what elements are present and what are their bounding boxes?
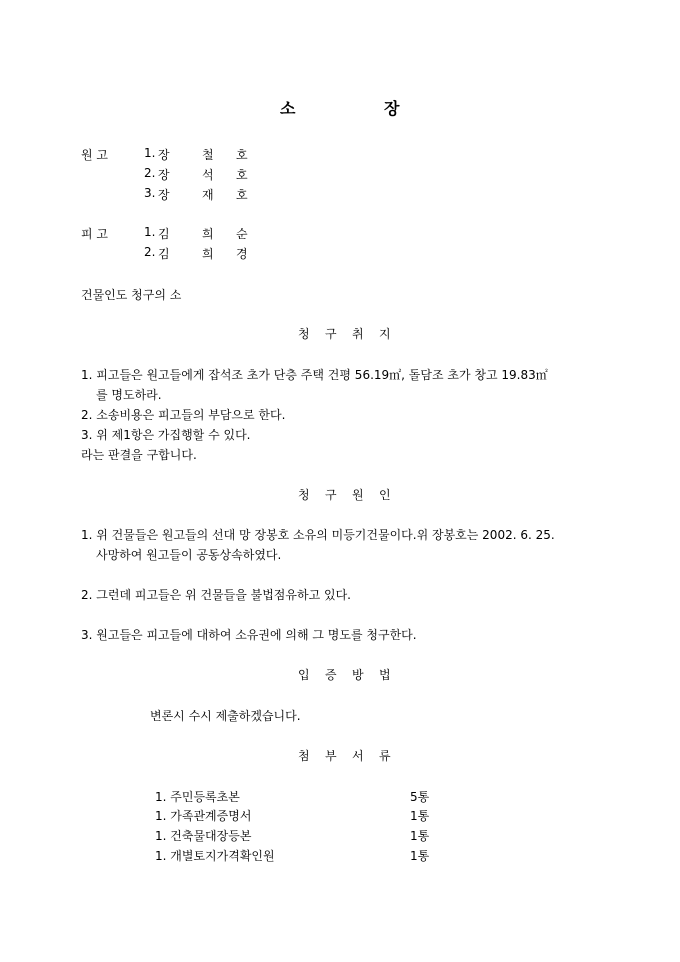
claim-heading-2: 구 — [325, 327, 337, 341]
cause-heading-3: 원 — [352, 488, 364, 502]
attachment-item-name: 1. 가족관계증명서 — [155, 809, 252, 823]
claim-heading-4: 지 — [379, 327, 391, 341]
attachment-item-name: 1. 주민등록초본 — [155, 790, 240, 804]
attach-heading-4: 류 — [379, 749, 391, 763]
attachment-item-count: 1통 — [410, 849, 430, 863]
attach-heading-3: 서 — [352, 749, 364, 763]
title-char-1: 소 — [280, 99, 296, 118]
attachment-item-count: 1통 — [410, 809, 430, 823]
cause-heading-1: 청 — [298, 488, 310, 502]
claim-line-4: 라는 판결을 구합니다. — [81, 448, 197, 462]
attach-heading-2: 부 — [325, 749, 337, 763]
cause-paragraph-1b: 사망하여 원고들이 공동상속하였다. — [96, 548, 282, 562]
claim-heading-1: 청 — [298, 327, 310, 341]
proof-heading-2: 증 — [325, 668, 337, 682]
proof-heading-1: 입 — [298, 668, 310, 682]
attach-heading-1: 첨 — [298, 749, 310, 763]
attachment-item-count: 5통 — [410, 790, 430, 804]
plaintiff-2: 2. 장 석 호 — [144, 166, 248, 182]
claim-line-1: 1. 피고들은 원고들에게 잡석조 초가 단층 주택 건평 56.19㎡, 돌담조 초가 창고 19.83㎡ — [81, 368, 548, 382]
attachment-item-count: 1통 — [410, 829, 430, 843]
cause-heading-2: 구 — [325, 488, 337, 502]
title-char-2: 장 — [384, 99, 400, 118]
defendant-2: 2. 김 희 경 — [144, 245, 248, 261]
case-name: 건물인도 청구의 소 — [81, 288, 182, 302]
proof-heading-3: 방 — [352, 668, 364, 682]
proof-heading-4: 법 — [379, 668, 391, 682]
defendants-label: 피 고 — [81, 227, 108, 241]
cause-paragraph-1a: 1. 위 건물들은 원고들의 선대 망 장봉호 소유의 미등기건물이다.위 장봉호는 2002. 6. 25. — [81, 528, 555, 542]
claim-line-3: 3. 위 제1항은 가집행할 수 있다. — [81, 428, 251, 442]
cause-heading-4: 인 — [379, 488, 391, 502]
attachment-item-name: 1. 건축물대장등본 — [155, 829, 252, 843]
cause-paragraph-3: 3. 원고들은 피고들에 대하여 소유권에 의해 그 명도를 청구한다. — [81, 628, 417, 642]
proof-text: 변론시 수시 제출하겠습니다. — [150, 709, 301, 723]
claim-line-1b: 를 명도하라. — [96, 388, 162, 402]
attachment-item-name: 1. 개별토지가격확인원 — [155, 849, 275, 863]
plaintiffs-label: 원 고 — [81, 148, 108, 162]
cause-paragraph-2: 2. 그런데 피고들은 위 건물들을 불법점유하고 있다. — [81, 588, 351, 602]
plaintiff-1: 1. 장 철 호 — [144, 146, 248, 162]
claim-heading-3: 취 — [352, 327, 364, 341]
plaintiff-3: 3. 장 재 호 — [144, 186, 248, 202]
claim-line-2: 2. 소송비용은 피고들의 부담으로 한다. — [81, 408, 286, 422]
defendant-1: 1. 김 희 순 — [144, 225, 248, 241]
